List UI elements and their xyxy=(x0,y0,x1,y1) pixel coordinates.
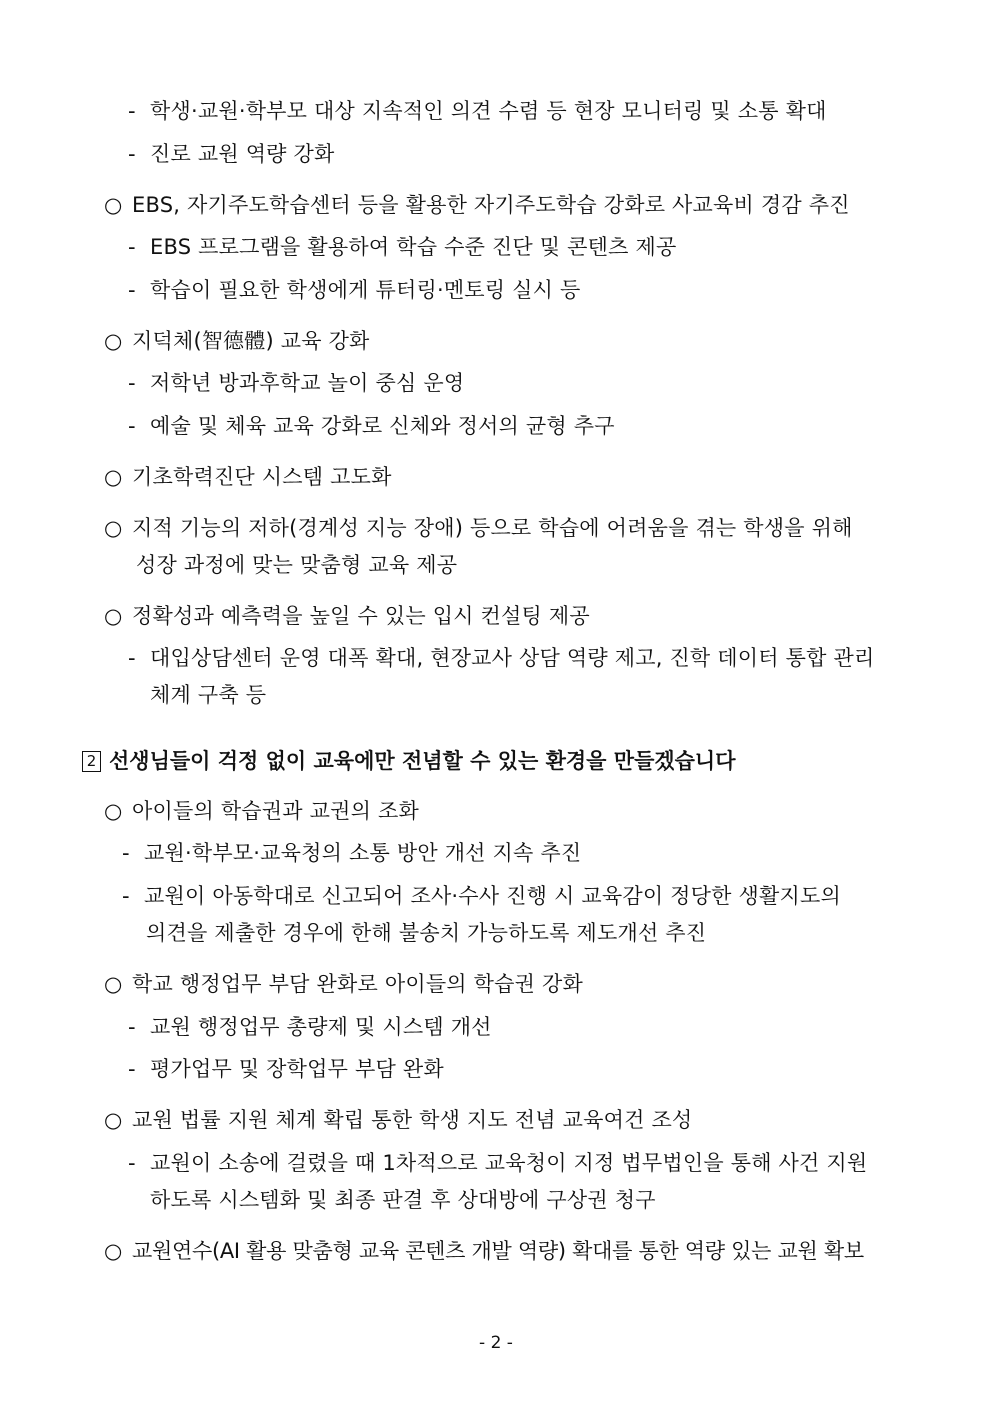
list-item-text: 교원 법률 지원 체계 확립 통한 학생 지도 전념 교육여건 조성 xyxy=(132,1108,693,1132)
list-item-text: 교원·학부모·교육청의 소통 방안 개선 지속 추진 xyxy=(144,841,582,865)
list-item-text: 교원이 아동학대로 신고되어 조사·수사 진행 시 교육감이 정당한 생활지도의 xyxy=(144,884,841,908)
list-item xyxy=(122,838,581,868)
circle-bullet-icon: ○ xyxy=(104,799,123,823)
list-item xyxy=(104,190,850,220)
list-item xyxy=(104,1105,692,1135)
list-item-text: EBS 프로그램을 활용하여 학습 수준 진단 및 콘텐츠 제공 xyxy=(150,235,677,259)
list-item xyxy=(128,368,464,398)
circle-bullet-icon: ○ xyxy=(104,1108,123,1132)
list-item xyxy=(104,601,590,631)
list-item xyxy=(104,969,583,999)
list-item-text: 지덕체(智德體) 교육 강화 xyxy=(132,329,370,353)
list-item xyxy=(128,139,335,169)
list-item-text: 학습이 필요한 학생에게 튜터링·멘토링 실시 등 xyxy=(150,278,581,302)
list-item-continuation xyxy=(150,680,266,710)
list-item-continuation xyxy=(150,1185,656,1215)
circle-bullet-icon: ○ xyxy=(104,1239,123,1263)
list-item xyxy=(128,232,676,262)
list-item-text: 교원이 소송에 걸렸을 때 1차적으로 교육청이 지정 법무법인을 통해 사건 지원 xyxy=(150,1151,868,1175)
list-item-text: 학생·교원·학부모 대상 지속적인 의견 수렴 등 현장 모니터링 및 소통 확대 xyxy=(150,99,827,123)
list-item-text: EBS, 자기주도학습센터 등을 활용한 자기주도학습 강화로 사교육비 경감 추진 xyxy=(132,193,850,217)
list-item xyxy=(104,1236,864,1266)
circle-bullet-icon: ○ xyxy=(104,972,123,996)
section-title: 선생님들이 걱정 없이 교육에만 전념할 수 있는 환경을 만들겠습니다 xyxy=(109,749,736,773)
list-item xyxy=(104,796,419,826)
list-item-text: 체계 구축 등 xyxy=(150,683,267,707)
list-item-text: 기초학력진단 시스템 고도화 xyxy=(132,465,392,489)
circle-bullet-icon: ○ xyxy=(104,329,123,353)
list-item-text: 학교 행정업무 부담 완화로 아이들의 학습권 강화 xyxy=(132,972,583,996)
list-item-text: 예술 및 체육 교육 강화로 신체와 정서의 균형 추구 xyxy=(150,414,615,438)
dash-marker: - xyxy=(128,646,136,670)
dash-marker: - xyxy=(128,142,136,166)
list-item-text: 진로 교원 역량 강화 xyxy=(150,142,335,166)
list-item-text: 저학년 방과후학교 놀이 중심 운영 xyxy=(150,371,465,395)
list-item-continuation xyxy=(136,550,457,580)
list-item xyxy=(104,462,392,492)
list-item-text: 대입상담센터 운영 대폭 확대, 현장교사 상담 역량 제고, 진학 데이터 통합 관리 xyxy=(150,646,875,670)
list-item xyxy=(104,326,370,356)
list-item-text: 평가업무 및 장학업무 부담 완화 xyxy=(150,1057,444,1081)
list-item xyxy=(104,513,853,543)
list-item-text: 아이들의 학습권과 교권의 조화 xyxy=(132,799,419,823)
list-item xyxy=(128,1012,492,1042)
list-item xyxy=(128,643,874,673)
dash-marker: - xyxy=(128,99,136,123)
list-item-text: 하도록 시스템화 및 최종 판결 후 상대방에 구상권 청구 xyxy=(150,1188,656,1212)
list-item-text: 지적 기능의 저하(경계성 지능 장애) 등으로 학습에 어려움을 겪는 학생을 위해 xyxy=(132,516,853,540)
circle-bullet-icon: ○ xyxy=(104,604,123,628)
list-item xyxy=(122,881,841,911)
section-heading xyxy=(82,745,736,777)
dash-marker: - xyxy=(128,1015,136,1039)
dash-marker: - xyxy=(128,235,136,259)
list-item xyxy=(128,1054,444,1084)
dash-marker: - xyxy=(128,414,136,438)
list-item xyxy=(128,96,827,126)
dash-marker: - xyxy=(128,278,136,302)
list-item-text: 의견을 제출한 경우에 한해 불송치 가능하도록 제도개선 추진 xyxy=(146,921,707,945)
dash-marker: - xyxy=(128,1057,136,1081)
circle-bullet-icon: ○ xyxy=(104,465,123,489)
dash-marker: - xyxy=(128,1151,136,1175)
section-number-box: 2 xyxy=(82,751,101,772)
circle-bullet-icon: ○ xyxy=(104,193,123,217)
list-item-text: 성장 과정에 맞는 맞춤형 교육 제공 xyxy=(136,553,458,577)
list-item-text: 교원 행정업무 총량제 및 시스템 개선 xyxy=(150,1015,492,1039)
list-item xyxy=(128,411,615,441)
list-item-text: 교원연수(AI 활용 맞춤형 교육 콘텐츠 개발 역량) 확대를 통한 역량 있는 교원 확보 xyxy=(132,1239,864,1263)
circle-bullet-icon: ○ xyxy=(104,516,123,540)
dash-marker: - xyxy=(122,841,130,865)
dash-marker: - xyxy=(122,884,130,908)
list-item-continuation xyxy=(146,918,706,948)
list-item xyxy=(128,275,580,305)
page-number: - 2 - xyxy=(479,1333,513,1353)
list-item-text: 정확성과 예측력을 높일 수 있는 입시 컨설팅 제공 xyxy=(132,604,590,628)
dash-marker: - xyxy=(128,371,136,395)
list-item xyxy=(128,1148,867,1178)
